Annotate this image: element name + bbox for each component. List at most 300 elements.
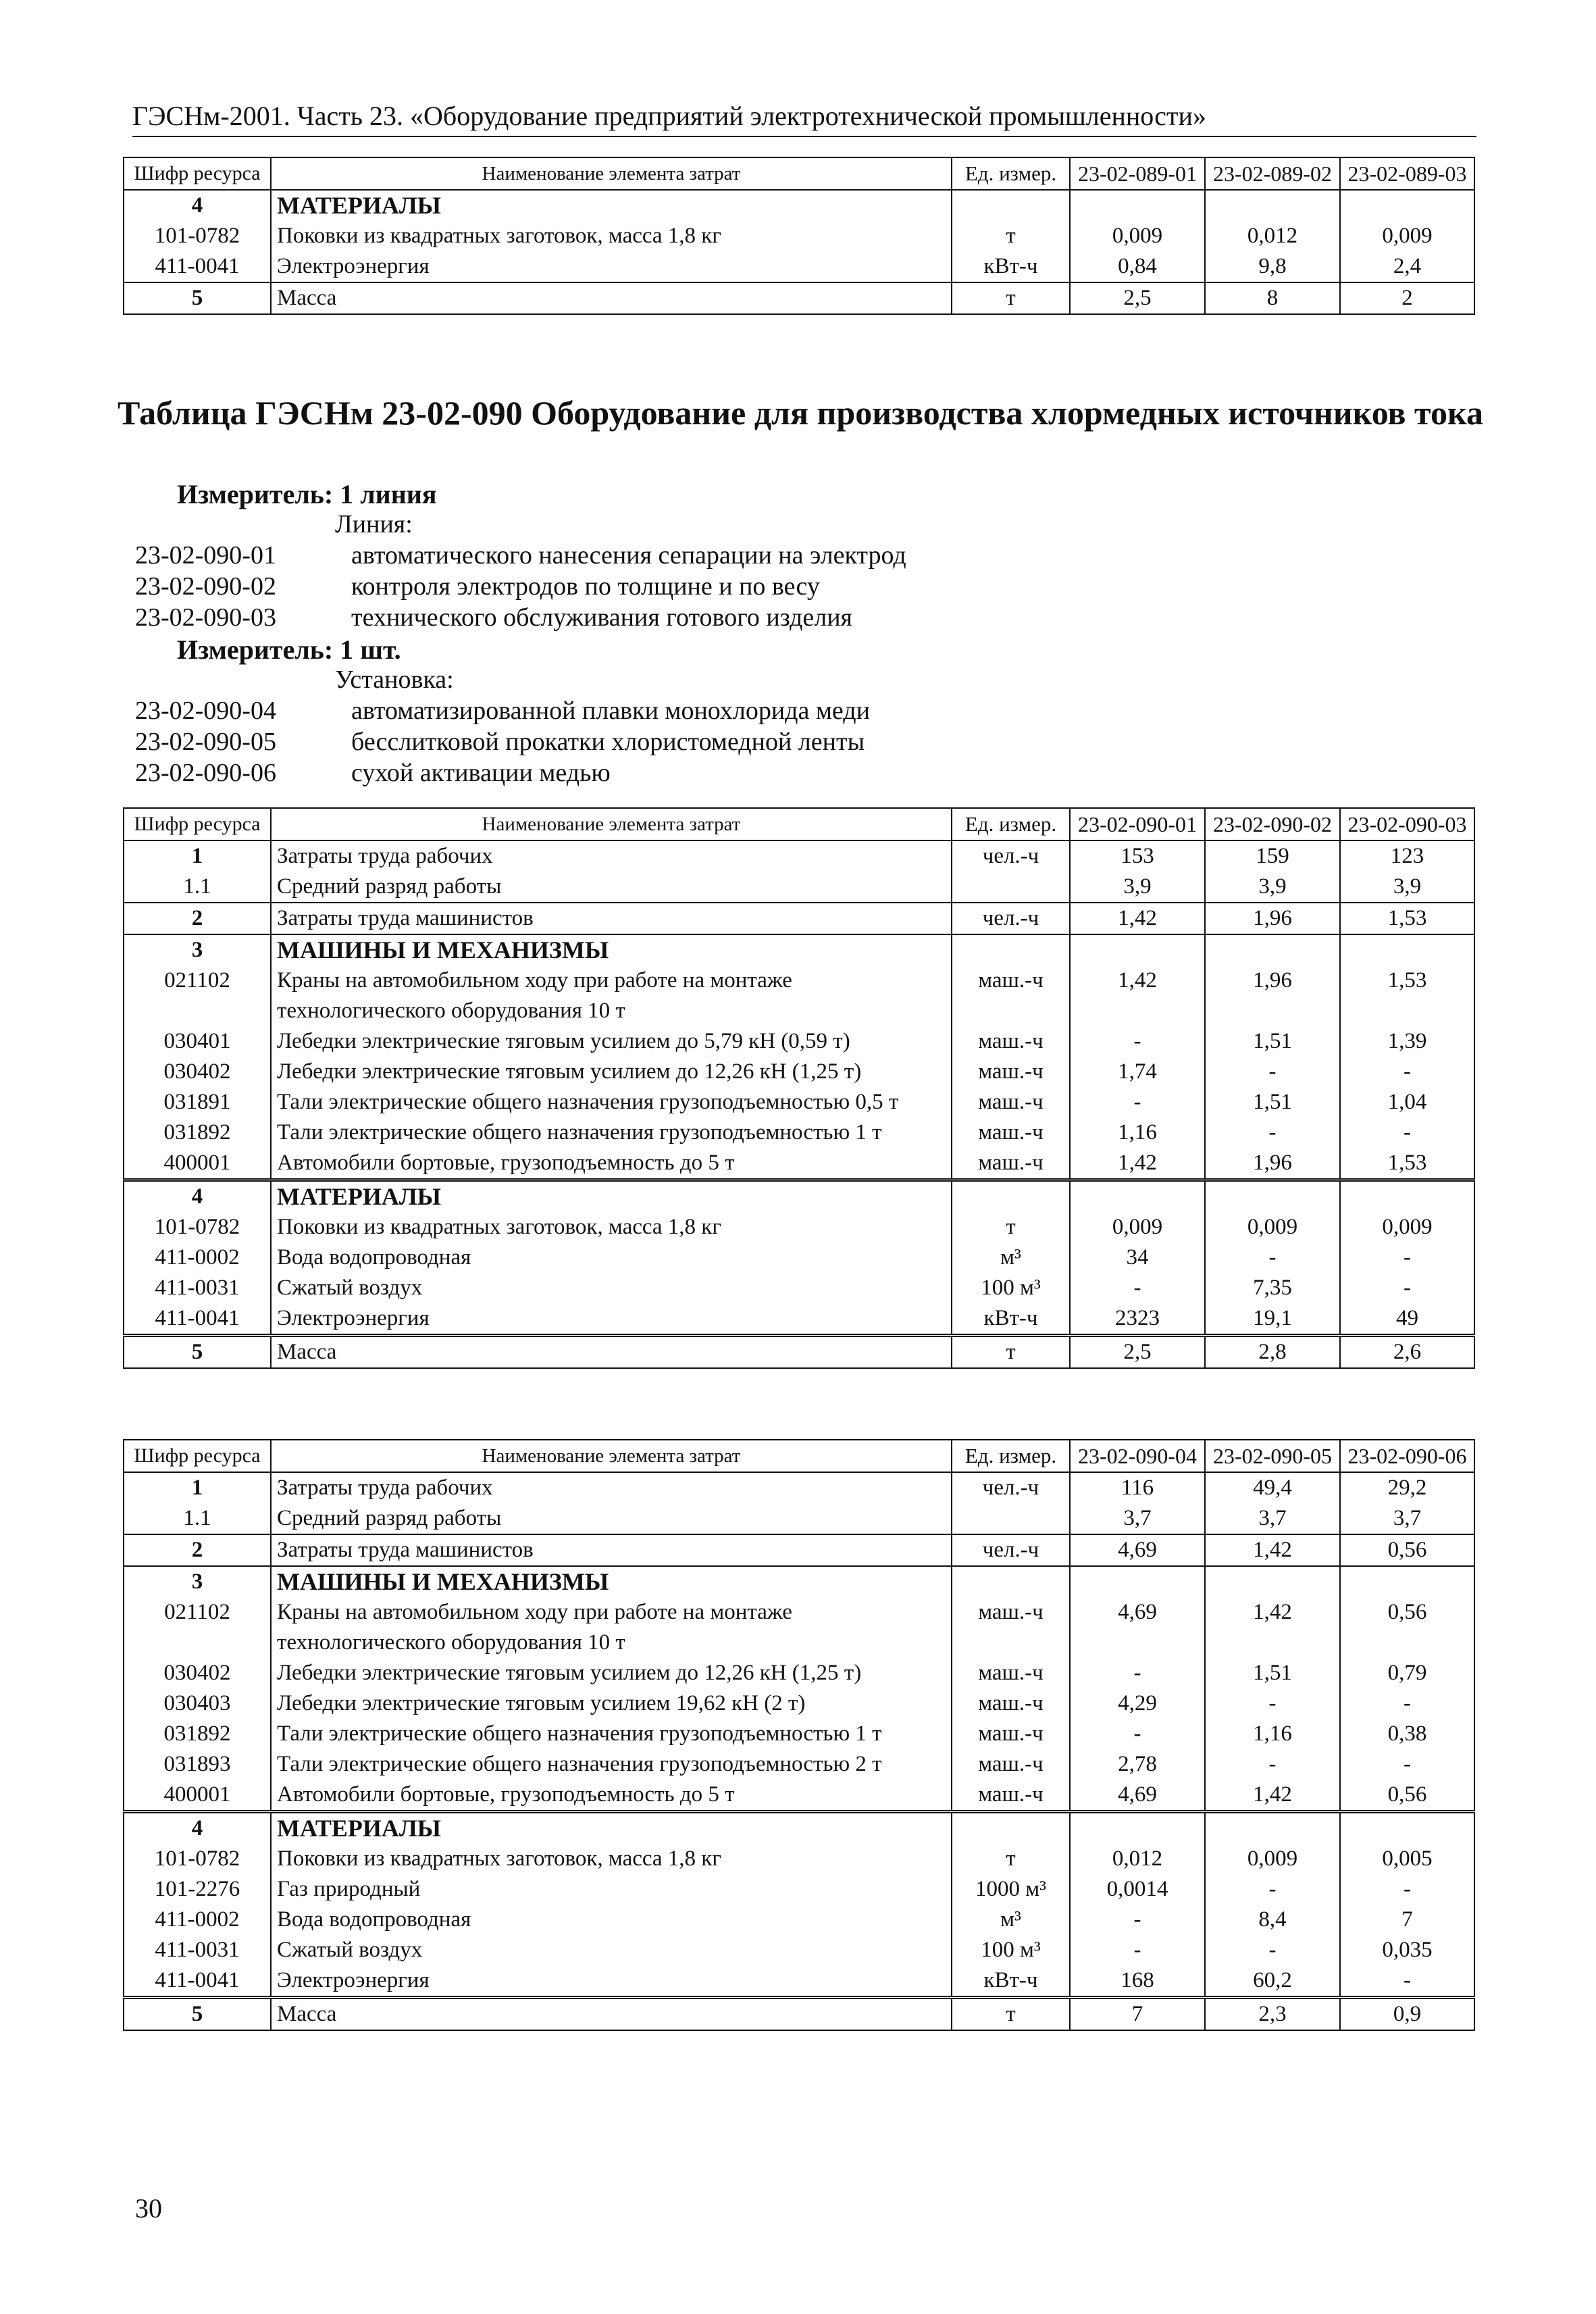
resource-code-cell: 4 <box>124 1812 271 1844</box>
resource-code-cell: 101-2276 <box>124 1874 271 1905</box>
cost-element-cell: Краны на автомобильном ходу при работе на монтаже технологического оборудования 10 т <box>271 965 952 1026</box>
table-row <box>124 1026 1474 1057</box>
table-row <box>124 1658 1474 1688</box>
value-cell: - <box>1340 1688 1474 1719</box>
resource-code-cell: 2 <box>124 903 271 934</box>
value-cell: 159 <box>1205 840 1340 872</box>
value-cell: 0,009 <box>1205 1844 1340 1874</box>
variant-code: 23-02-090-03 <box>135 603 276 632</box>
resource-code-cell: 031891 <box>124 1087 271 1117</box>
variant-text: сухой активации медью <box>351 759 611 787</box>
cost-element-cell: Лебедки электрические тяговым усилием до 12,26 кН (1,25 т) <box>271 1057 952 1087</box>
value-cell: 49,4 <box>1205 1472 1340 1503</box>
value-cell: 2323 <box>1070 1303 1205 1336</box>
variant-code: 23-02-090-06 <box>135 759 276 787</box>
value-cell: - <box>1070 1087 1205 1117</box>
value-cell: - <box>1340 1242 1474 1273</box>
table-row <box>124 190 1474 221</box>
value-cell <box>1340 1180 1474 1213</box>
resource-code-cell: 031892 <box>124 1719 271 1749</box>
value-cell: 1,96 <box>1205 1148 1340 1180</box>
resource-code-cell: 411-0041 <box>124 1303 271 1336</box>
header-resource-code: Шифр ресурса <box>124 1440 271 1472</box>
resource-code-cell: 411-0002 <box>124 1905 271 1935</box>
unit-cell: маш.-ч <box>952 1780 1070 1812</box>
header-cost-element: Наименование элемента затрат <box>271 1440 952 1472</box>
unit-cell: т <box>952 1336 1070 1369</box>
header-variant-3: 23-02-090-06 <box>1340 1440 1474 1472</box>
resource-table-090-units <box>123 1439 1475 2031</box>
resource-code-cell: 4 <box>124 190 271 221</box>
section-heading: МАТЕРИАЛЫ <box>271 190 952 221</box>
unit-cell: м³ <box>952 1905 1070 1935</box>
header-variant-1: 23-02-090-01 <box>1070 808 1205 840</box>
table-row <box>124 965 1474 1026</box>
value-cell: 0,38 <box>1340 1719 1474 1749</box>
header-unit: Ед. измер. <box>952 808 1070 840</box>
value-cell: - <box>1340 1057 1474 1087</box>
cost-element-cell: Лебедки электрические тяговым усилием 19,62 кН (2 т) <box>271 1688 952 1719</box>
header-resource-code: Шифр ресурса <box>124 808 271 840</box>
variant-text: бесслитковой прокатки хлористомедной ленты <box>351 728 865 756</box>
resource-code-cell: 400001 <box>124 1780 271 1812</box>
table-row <box>124 1844 1474 1874</box>
cost-element-cell: Поковки из квадратных заготовок, масса 1,8 кг <box>271 1212 952 1242</box>
value-cell <box>1070 1566 1205 1597</box>
table-row <box>124 1087 1474 1117</box>
table-row <box>124 1117 1474 1148</box>
value-cell: - <box>1205 1242 1340 1273</box>
table-row <box>124 1688 1474 1719</box>
value-cell: 3,9 <box>1070 872 1205 903</box>
value-cell: 0,009 <box>1070 221 1205 251</box>
table-row <box>124 1534 1474 1566</box>
header-unit: Ед. измер. <box>952 1440 1070 1472</box>
table-row <box>124 1180 1474 1213</box>
value-cell: - <box>1070 1658 1205 1688</box>
unit-cell: маш.-ч <box>952 1719 1070 1749</box>
variant-line <box>135 758 611 788</box>
value-cell: 3,7 <box>1205 1503 1340 1534</box>
value-cell: - <box>1070 1935 1205 1965</box>
value-cell: 0,012 <box>1205 221 1340 251</box>
cost-element-cell: Затраты труда машинистов <box>271 903 952 934</box>
unit-cell: маш.-ч <box>952 1057 1070 1087</box>
value-cell: 123 <box>1340 840 1474 872</box>
unit-cell <box>952 1812 1070 1844</box>
value-cell: - <box>1340 1749 1474 1780</box>
value-cell: - <box>1070 1719 1205 1749</box>
cost-element-cell: Автомобили бортовые, грузоподъемность до 5 т <box>271 1780 952 1812</box>
header-variant-3: 23-02-090-03 <box>1340 808 1474 840</box>
unit-cell: маш.-ч <box>952 1026 1070 1057</box>
header-cost-element: Наименование элемента затрат <box>271 157 952 190</box>
unit-cell: маш.-ч <box>952 1148 1070 1180</box>
resource-code-cell: 400001 <box>124 1148 271 1180</box>
header-unit: Ед. измер. <box>952 157 1070 190</box>
value-cell <box>1070 1812 1205 1844</box>
value-cell: 7 <box>1070 1998 1205 2031</box>
section-heading: МАШИНЫ И МЕХАНИЗМЫ <box>271 934 952 965</box>
header-variant-2: 23-02-090-05 <box>1205 1440 1340 1472</box>
cost-element-cell: Электроэнергия <box>271 251 952 282</box>
cost-element-cell: Затраты труда машинистов <box>271 1534 952 1566</box>
unit-cell: т <box>952 1844 1070 1874</box>
table-row <box>124 282 1474 314</box>
resource-code-cell: 030403 <box>124 1688 271 1719</box>
value-cell: 1,42 <box>1205 1534 1340 1566</box>
value-cell: 1,42 <box>1070 903 1205 934</box>
value-cell: 2,3 <box>1205 1998 1340 2031</box>
resource-code-cell: 030402 <box>124 1057 271 1087</box>
variant-code: 23-02-090-01 <box>135 541 276 570</box>
value-cell: 3,7 <box>1340 1503 1474 1534</box>
unit-cell: чел.-ч <box>952 1472 1070 1503</box>
value-cell: 1,74 <box>1070 1057 1205 1087</box>
cost-element-cell: Масса <box>271 282 952 314</box>
unit-cell: маш.-ч <box>952 1087 1070 1117</box>
value-cell: 0,79 <box>1340 1658 1474 1688</box>
resource-code-cell: 101-0782 <box>124 221 271 251</box>
resource-code-cell: 411-0041 <box>124 251 271 282</box>
value-cell: 7 <box>1340 1905 1474 1935</box>
value-cell: 0,012 <box>1070 1844 1205 1874</box>
resource-code-cell: 030401 <box>124 1026 271 1057</box>
value-cell: 2,4 <box>1340 251 1474 282</box>
resource-table-090-lines <box>123 807 1475 1369</box>
value-cell: 0,035 <box>1340 1935 1474 1965</box>
unit-cell: 100 м³ <box>952 1935 1070 1965</box>
cost-element-cell: Тали электрические общего назначения грузоподъемностью 1 т <box>271 1719 952 1749</box>
table-row <box>124 1719 1474 1749</box>
table-row <box>124 903 1474 934</box>
cost-element-cell: Газ природный <box>271 1874 952 1905</box>
value-cell: 7,35 <box>1205 1273 1340 1303</box>
header-variant-2: 23-02-090-02 <box>1205 808 1340 840</box>
unit-cell: кВт-ч <box>952 251 1070 282</box>
cost-element-cell: Средний разряд работы <box>271 872 952 903</box>
value-cell: - <box>1205 1688 1340 1719</box>
unit-cell: маш.-ч <box>952 1597 1070 1658</box>
value-cell: 1,16 <box>1205 1719 1340 1749</box>
value-cell: 1,42 <box>1205 1597 1340 1658</box>
variant-code: 23-02-090-05 <box>135 728 276 756</box>
value-cell <box>1070 934 1205 965</box>
table-row <box>124 1566 1474 1597</box>
value-cell: 8,4 <box>1205 1905 1340 1935</box>
unit-cell: маш.-ч <box>952 965 1070 1026</box>
table-row <box>124 1965 1474 1998</box>
value-cell: - <box>1205 1749 1340 1780</box>
unit-cell <box>952 1566 1070 1597</box>
value-cell: 1,53 <box>1340 1148 1474 1180</box>
unit-cell: маш.-ч <box>952 1749 1070 1780</box>
resource-code-cell: 2 <box>124 1534 271 1566</box>
variant-text: автоматического нанесения сепарации на электрод <box>351 541 906 570</box>
unit-cell <box>952 190 1070 221</box>
value-cell: 2,78 <box>1070 1749 1205 1780</box>
unit-cell: чел.-ч <box>952 903 1070 934</box>
value-cell: 0,84 <box>1070 251 1205 282</box>
value-cell: 9,8 <box>1205 251 1340 282</box>
cost-element-cell: Тали электрические общего назначения грузоподъемностью 0,5 т <box>271 1087 952 1117</box>
unit-cell: кВт-ч <box>952 1303 1070 1336</box>
header-variant-2: 23-02-089-02 <box>1205 157 1340 190</box>
unit-cell: кВт-ч <box>952 1965 1070 1998</box>
value-cell <box>1205 1180 1340 1213</box>
unit-cell: т <box>952 1212 1070 1242</box>
value-cell: 153 <box>1070 840 1205 872</box>
value-cell <box>1340 1566 1474 1597</box>
value-cell: 1,51 <box>1205 1658 1340 1688</box>
table-row <box>124 1212 1474 1242</box>
value-cell: 1,42 <box>1070 1148 1205 1180</box>
variant-line <box>135 540 906 570</box>
unit-cell: маш.-ч <box>952 1688 1070 1719</box>
value-cell: 2,5 <box>1070 282 1205 314</box>
value-cell: - <box>1340 1117 1474 1148</box>
variant-line <box>135 572 820 601</box>
resource-code-cell: 411-0041 <box>124 1965 271 1998</box>
table-row <box>124 251 1474 282</box>
unit-cell <box>952 1180 1070 1213</box>
table-row <box>124 221 1474 251</box>
value-cell: 1,42 <box>1070 965 1205 1026</box>
variant-text: контроля электродов по толщине и по весу <box>351 572 820 601</box>
section-heading: МАШИНЫ И МЕХАНИЗМЫ <box>271 1566 952 1597</box>
resource-code-cell: 1.1 <box>124 872 271 903</box>
value-cell: 1,96 <box>1205 903 1340 934</box>
table-row <box>124 1749 1474 1780</box>
value-cell: 168 <box>1070 1965 1205 1998</box>
cost-element-cell: Автомобили бортовые, грузоподъемность до 5 т <box>271 1148 952 1180</box>
cost-element-cell: Масса <box>271 1998 952 2031</box>
value-cell: 60,2 <box>1205 1965 1340 1998</box>
value-cell: 1,04 <box>1340 1087 1474 1117</box>
value-cell: 0,009 <box>1340 1212 1474 1242</box>
table-title: Таблица ГЭСНм 23-02-090 Оборудование для производства хлормедных источников тока <box>118 394 1483 432</box>
table-header-row <box>124 157 1474 190</box>
value-cell: - <box>1205 1874 1340 1905</box>
value-cell: 0,9 <box>1340 1998 1474 2031</box>
table-row <box>124 1336 1474 1369</box>
value-cell: 0,009 <box>1205 1212 1340 1242</box>
value-cell <box>1340 934 1474 965</box>
cost-element-cell: Масса <box>271 1336 952 1369</box>
table-row <box>124 1242 1474 1273</box>
table-row <box>124 1057 1474 1087</box>
variant-text: технического обслуживания готового изделия <box>351 603 853 632</box>
variant-code: 23-02-090-04 <box>135 697 276 725</box>
variant-line <box>135 727 865 757</box>
resource-code-cell: 3 <box>124 934 271 965</box>
value-cell: 4,69 <box>1070 1780 1205 1812</box>
cost-element-cell: Краны на автомобильном ходу при работе на монтаже технологического оборудования 10 т <box>271 1597 952 1658</box>
resource-code-cell: 031893 <box>124 1749 271 1780</box>
resource-code-cell: 4 <box>124 1180 271 1213</box>
resource-code-cell: 031892 <box>124 1117 271 1148</box>
table-row <box>124 872 1474 903</box>
value-cell: 116 <box>1070 1472 1205 1503</box>
header-variant-1: 23-02-089-01 <box>1070 157 1205 190</box>
cost-element-cell: Поковки из квадратных заготовок, масса 1,8 кг <box>271 221 952 251</box>
resource-code-cell: 101-0782 <box>124 1212 271 1242</box>
unit-cell <box>952 1503 1070 1534</box>
cost-element-cell: Электроэнергия <box>271 1965 952 1998</box>
header-resource-code: Шифр ресурса <box>124 157 271 190</box>
table-row <box>124 1303 1474 1336</box>
resource-code-cell: 411-0031 <box>124 1935 271 1965</box>
cost-element-cell: Затраты труда рабочих <box>271 840 952 872</box>
value-cell <box>1340 1812 1474 1844</box>
value-cell: 19,1 <box>1205 1303 1340 1336</box>
resource-code-cell: 030402 <box>124 1658 271 1688</box>
value-cell: 0,56 <box>1340 1780 1474 1812</box>
resource-code-cell: 1.1 <box>124 1503 271 1534</box>
value-cell: - <box>1070 1905 1205 1935</box>
header-variant-1: 23-02-090-04 <box>1070 1440 1205 1472</box>
table-row <box>124 934 1474 965</box>
unit-cell: маш.-ч <box>952 1117 1070 1148</box>
unit-cell: м³ <box>952 1242 1070 1273</box>
value-cell: 1,16 <box>1070 1117 1205 1148</box>
value-cell: 0,0014 <box>1070 1874 1205 1905</box>
value-cell: 3,9 <box>1340 872 1474 903</box>
page-header: ГЭСНм-2001. Часть 23. «Оборудование предприятий электротехнической промышленности» <box>132 100 1476 137</box>
cost-element-cell: Средний разряд работы <box>271 1503 952 1534</box>
value-cell <box>1340 190 1474 221</box>
variant-line <box>135 696 870 726</box>
table-row <box>124 1874 1474 1905</box>
unit-cell <box>952 872 1070 903</box>
value-cell: - <box>1070 1273 1205 1303</box>
cost-element-cell: Электроэнергия <box>271 1303 952 1336</box>
value-cell: 4,69 <box>1070 1597 1205 1658</box>
value-cell <box>1205 1566 1340 1597</box>
value-cell: 4,29 <box>1070 1688 1205 1719</box>
resource-code-cell: 021102 <box>124 1597 271 1658</box>
value-cell: 1,39 <box>1340 1026 1474 1057</box>
value-cell: 1,51 <box>1205 1087 1340 1117</box>
value-cell <box>1070 1180 1205 1213</box>
cost-element-cell: Вода водопроводная <box>271 1905 952 1935</box>
cost-element-cell: Тали электрические общего назначения грузоподъемностью 2 т <box>271 1749 952 1780</box>
value-cell: 4,69 <box>1070 1534 1205 1566</box>
value-cell: 1,53 <box>1340 903 1474 934</box>
section-heading: МАТЕРИАЛЫ <box>271 1180 952 1213</box>
value-cell: - <box>1340 1965 1474 1998</box>
value-cell: 1,96 <box>1205 965 1340 1026</box>
value-cell: - <box>1205 1057 1340 1087</box>
variant-text: автоматизированной плавки монохлорида меди <box>351 697 870 725</box>
table-row <box>124 1812 1474 1844</box>
value-cell: 0,009 <box>1070 1212 1205 1242</box>
resource-code-cell: 1 <box>124 1472 271 1503</box>
value-cell: 0,56 <box>1340 1597 1474 1658</box>
value-cell: 0,005 <box>1340 1844 1474 1874</box>
header-variant-3: 23-02-089-03 <box>1340 157 1474 190</box>
table-row <box>124 1935 1474 1965</box>
resource-code-cell: 021102 <box>124 965 271 1026</box>
resource-code-cell: 411-0031 <box>124 1273 271 1303</box>
value-cell <box>1205 190 1340 221</box>
value-cell <box>1205 1812 1340 1844</box>
value-cell <box>1070 190 1205 221</box>
value-cell: - <box>1205 1117 1340 1148</box>
value-cell: 2 <box>1340 282 1474 314</box>
value-cell: 3,9 <box>1205 872 1340 903</box>
value-cell: 49 <box>1340 1303 1474 1336</box>
cost-element-cell: Лебедки электрические тяговым усилием до 5,79 кН (0,59 т) <box>271 1026 952 1057</box>
value-cell: 2,5 <box>1070 1336 1205 1369</box>
value-cell: - <box>1340 1874 1474 1905</box>
value-cell: 1,42 <box>1205 1780 1340 1812</box>
resource-table-089 <box>123 157 1475 315</box>
table-row <box>124 1148 1474 1180</box>
unit-cell: 1000 м³ <box>952 1874 1070 1905</box>
value-cell <box>1205 934 1340 965</box>
value-cell: - <box>1340 1273 1474 1303</box>
unit-cell <box>952 934 1070 965</box>
section-heading: МАТЕРИАЛЫ <box>271 1812 952 1844</box>
resource-code-cell: 5 <box>124 1998 271 2031</box>
cost-element-cell: Вода водопроводная <box>271 1242 952 1273</box>
meter-line: Измеритель: 1 линия <box>177 479 437 509</box>
value-cell: 2,6 <box>1340 1336 1474 1369</box>
resource-code-cell: 1 <box>124 840 271 872</box>
value-cell: 0,009 <box>1340 221 1474 251</box>
cost-element-cell: Затраты труда рабочих <box>271 1472 952 1503</box>
table-row <box>124 1273 1474 1303</box>
value-cell: - <box>1205 1935 1340 1965</box>
table-row <box>124 1503 1474 1534</box>
table-row <box>124 1597 1474 1658</box>
table-row <box>124 1780 1474 1812</box>
cost-element-cell: Сжатый воздух <box>271 1935 952 1965</box>
unit-cell: маш.-ч <box>952 1658 1070 1688</box>
unit-cell: чел.-ч <box>952 1534 1070 1566</box>
value-cell: 34 <box>1070 1242 1205 1273</box>
table-row <box>124 1998 1474 2031</box>
resource-code-cell: 5 <box>124 1336 271 1369</box>
meter-unit: Измеритель: 1 шт. <box>177 634 401 665</box>
table-row <box>124 1472 1474 1503</box>
header-cost-element: Наименование элемента затрат <box>271 808 952 840</box>
table-header-row <box>124 1440 1474 1472</box>
value-cell: 0,56 <box>1340 1534 1474 1566</box>
unit-cell: 100 м³ <box>952 1273 1070 1303</box>
resource-code-cell: 3 <box>124 1566 271 1597</box>
resource-code-cell: 411-0002 <box>124 1242 271 1273</box>
unit-cell: т <box>952 221 1070 251</box>
page-number: 30 <box>135 2193 162 2223</box>
value-cell: 8 <box>1205 282 1340 314</box>
variant-line <box>135 603 852 632</box>
cost-element-cell: Сжатый воздух <box>271 1273 952 1303</box>
table-row <box>124 840 1474 872</box>
variants-heading-unit: Установка: <box>335 665 454 694</box>
value-cell: 3,7 <box>1070 1503 1205 1534</box>
value-cell: 1,53 <box>1340 965 1474 1026</box>
resource-code-cell: 5 <box>124 282 271 314</box>
unit-cell: т <box>952 1998 1070 2031</box>
table-header-row <box>124 808 1474 840</box>
resource-code-cell: 101-0782 <box>124 1844 271 1874</box>
value-cell: 2,8 <box>1205 1336 1340 1369</box>
cost-element-cell: Тали электрические общего назначения грузоподъемностью 1 т <box>271 1117 952 1148</box>
value-cell: 29,2 <box>1340 1472 1474 1503</box>
unit-cell: чел.-ч <box>952 840 1070 872</box>
